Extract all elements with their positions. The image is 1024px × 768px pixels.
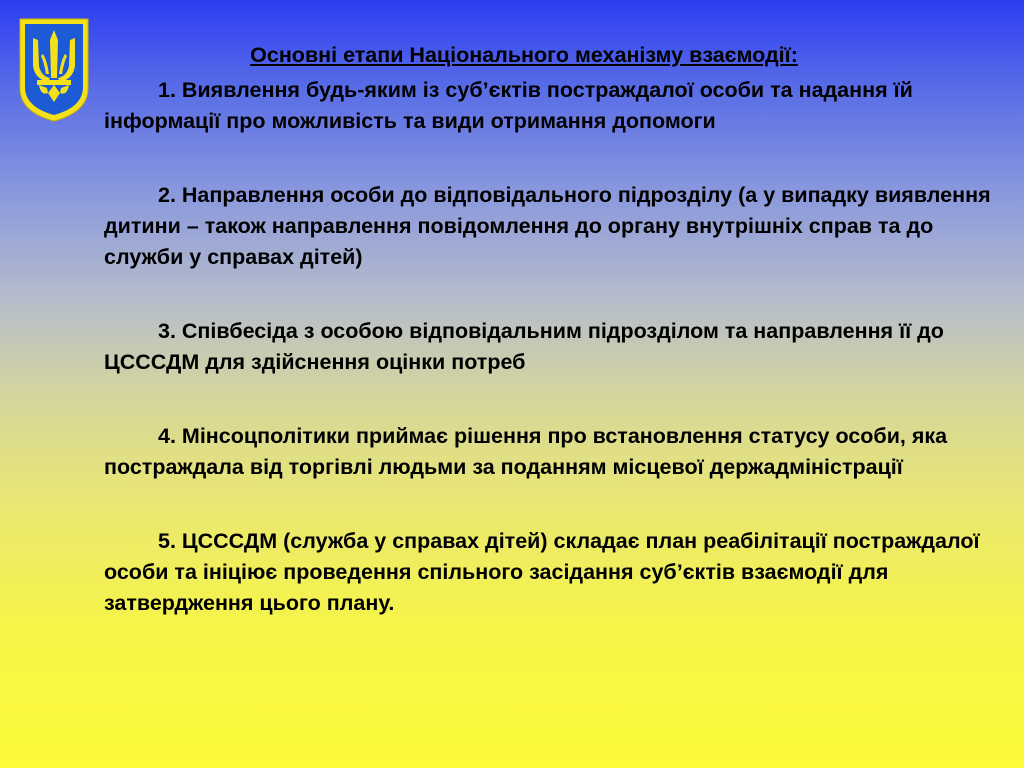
slide-content xyxy=(104,40,1004,619)
step-5: 5. ЦСССДМ (служба у справах дітей) складає план реабілітації постраждалої особи та ініціює проведення спільного засідання суб’єктів взаємодії для затвердження цього плану. xyxy=(104,529,980,615)
slide-title: Основні етапи Національного механізму взаємодії: xyxy=(250,43,798,67)
step-4: 4. Мінсоцполітики приймає рішення про встановлення статусу особи, яка постраждала від торгівлі людьми за поданням місцевої держадміністрації xyxy=(104,424,948,479)
step-3: 3. Співбесіда з особою відповідальним підрозділом та направлення її до ЦСССДМ для здійснення оцінки потреб xyxy=(104,319,944,374)
step-1: 1. Виявлення будь-яким із суб’єктів постраждалої особи та надання їй інформації про можливість та види отримання допомоги xyxy=(104,78,913,133)
coat-of-arms-icon xyxy=(17,16,91,124)
step-2: 2. Направлення особи до відповідального підрозділу (а у випадку виявлення дитини – також направлення повідомлення до органу внутрішніх справ та до служби у справах дітей) xyxy=(104,183,991,269)
